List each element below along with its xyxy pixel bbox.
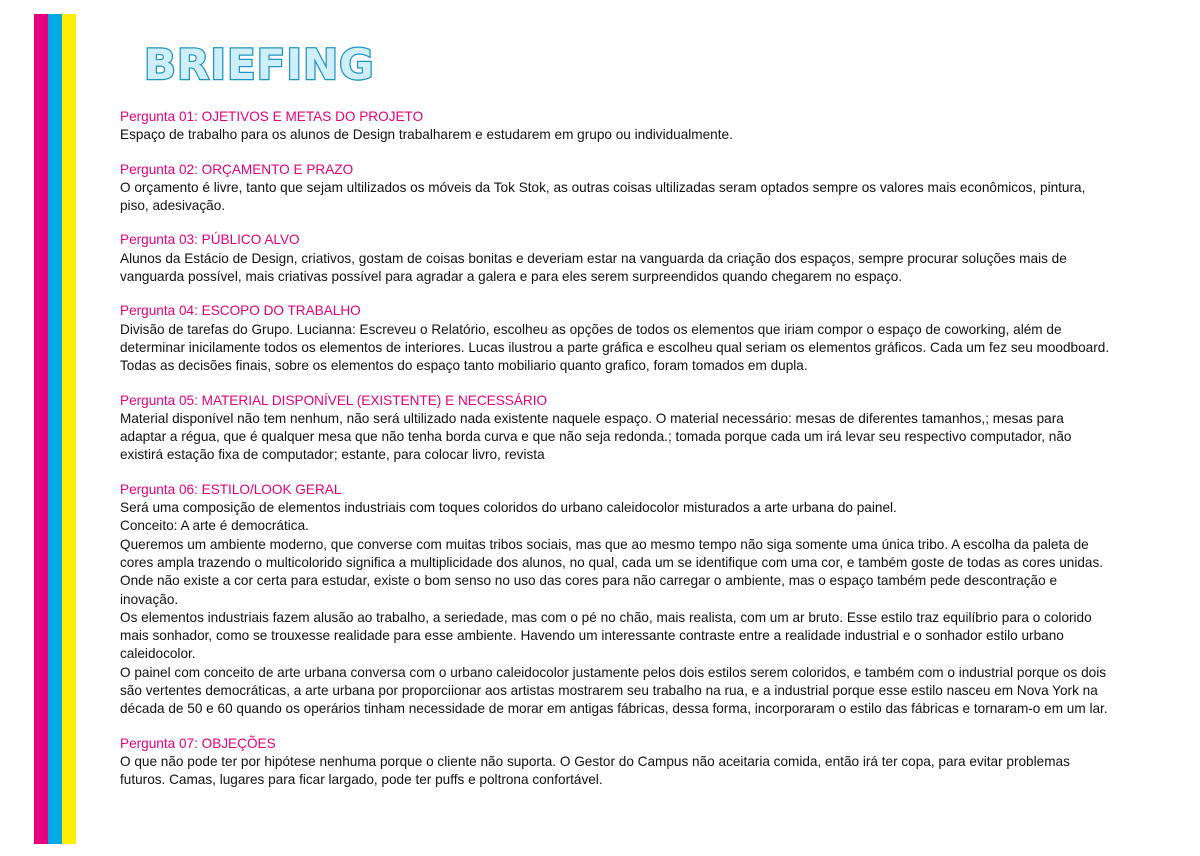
answer-paragraph: Será uma composição de elementos industriais com toques coloridos do urbano caleidocolor misturados a arte urbana do painel. [120,500,897,516]
yellow-stripe [62,14,76,844]
question-heading: Pergunta 03: PÚBLICO ALVO [120,232,300,248]
answer-paragraph: Alunos da Estácio de Design, criativos, gostam de coisas bonitas e deveriam estar na vanguarda da criação dos espaços, sempre procurar soluções mais de vanguarda possível, mais criativas possível para agradar a galera e para eles serem surpreendidos quando chegarem no espaço. [120,250,1067,285]
answer-paragraph: O que não pode ter por hipótese nenhuma porque o cliente não suporta. O Gestor do Campus não aceitaria comida, então irá ter copa, para evitar problemas futuros. Camas, lugares para ficar largado, pode ter puffs e poltrona confortável. [120,753,1070,788]
answer-paragraph: Conceito: A arte é democrática. [120,518,309,534]
answer-paragraph: O painel com conceito de arte urbana conversa com o urbano caleidocolor justamente pelos dois estilos serem coloridos, e também com o industrial porque os dois são vertentes democráticas, a arte urbana por proporciionar aos artistas mostrarem seu trabalho na rua, e a industrial porque esse estilo nasceu em Nova York na década de 50 e 60 quando os operários tinham necessidade de morar em antigas fábricas, dessa forma, incorporaram o estilo das fábricas e tornaram-o em um lar. [120,664,1108,717]
question-heading: Pergunta 06: ESTILO/LOOK GERAL [120,481,342,497]
question-heading: Pergunta 01: OJETIVOS E METAS DO PROJETO [120,109,424,124]
section-6 [120,481,1110,719]
answer-paragraph: Divisão de tarefas do Grupo. Lucianna: Escreveu o Relatório, escolheu as opções de todos os elementos que iriam compor o espaço de coworking, além de determinar inicilamente todos os elementos de interiores. Lucas ilustrou a parte gráfica e escolheu qual seriam os elementos gráficos. Cada um fez seu moodboard. Todas as decisões finais, sobre os elementos do espaço tanto mobiliario quanto grafico, foram tomados em dupla. [120,321,1110,374]
section-2 [120,161,1110,216]
section-7 [120,735,1110,790]
question-heading: Pergunta 05: MATERIAL DISPONÍVEL (EXISTENTE) E NECESSÁRIO [120,392,548,408]
section-5 [120,392,1110,465]
answer-paragraph: Os elementos industriais fazem alusão ao trabalho, a seriedade, mas com o pé no chão, mais realista, com um ar bruto. Esse estilo traz equilíbrio para o colorido mais sonhador, como se trouxesse realidade para esse ambiente. Havendo um interessante contraste entre a realidade industrial e o sonhador estilo urbano caleidocolor. [120,609,1092,662]
answer-paragraph: Espaço de trabalho para os alunos de Design trabalharem e estudarem em grupo ou individualmente. [120,127,733,143]
answer-paragraph: Material disponível não tem nenhum, não será ultilizado nada existente naquele espaço. O material necessário: mesas de diferentes tamanhos,; mesas para adaptar a régua, que é qualquer mesa que não tenha borda curva e que não seja redonda.; tomada porque cada um irá levar seu respectivo computador, não existirá estação fixa de computador; estante, para colocar livro, revista [120,410,1072,463]
section-4 [120,302,1110,375]
answer-paragraph: Queremos um ambiente moderno, que converse com muitas tribos sociais, mas que ao mesmo tempo não siga somente uma única tribo. A escolha da paleta de cores ampla trazendo o multicolorido significa a multiplicidade dos alunos, no qual, cada um se identifique com uma cor, e também goste de todas as cores unidas. Onde não existe a cor certa para estudar, existe o bom senso no uso das cores para não carregar o ambiente, mas o espaço também pede descontração e inovação. [120,536,1104,607]
question-heading: Pergunta 02: ORÇAMENTO E PRAZO [120,161,354,177]
magenta-stripe [34,14,48,844]
cyan-stripe [48,14,62,844]
answer-paragraph: O orçamento é livre, tanto que sejam ultilizados os móveis da Tok Stok, as outras coisas ultilizadas seram optados sempre os valores mais econômicos, pintura, piso, adesivação. [120,179,1086,214]
page-title: BRIEFING [144,40,375,89]
section-1 [120,108,1110,145]
briefing-content [120,108,1110,806]
question-heading: Pergunta 07: OBJEÇÕES [120,735,276,751]
section-3 [120,231,1110,286]
question-heading: Pergunta 04: ESCOPO DO TRABALHO [120,303,361,319]
